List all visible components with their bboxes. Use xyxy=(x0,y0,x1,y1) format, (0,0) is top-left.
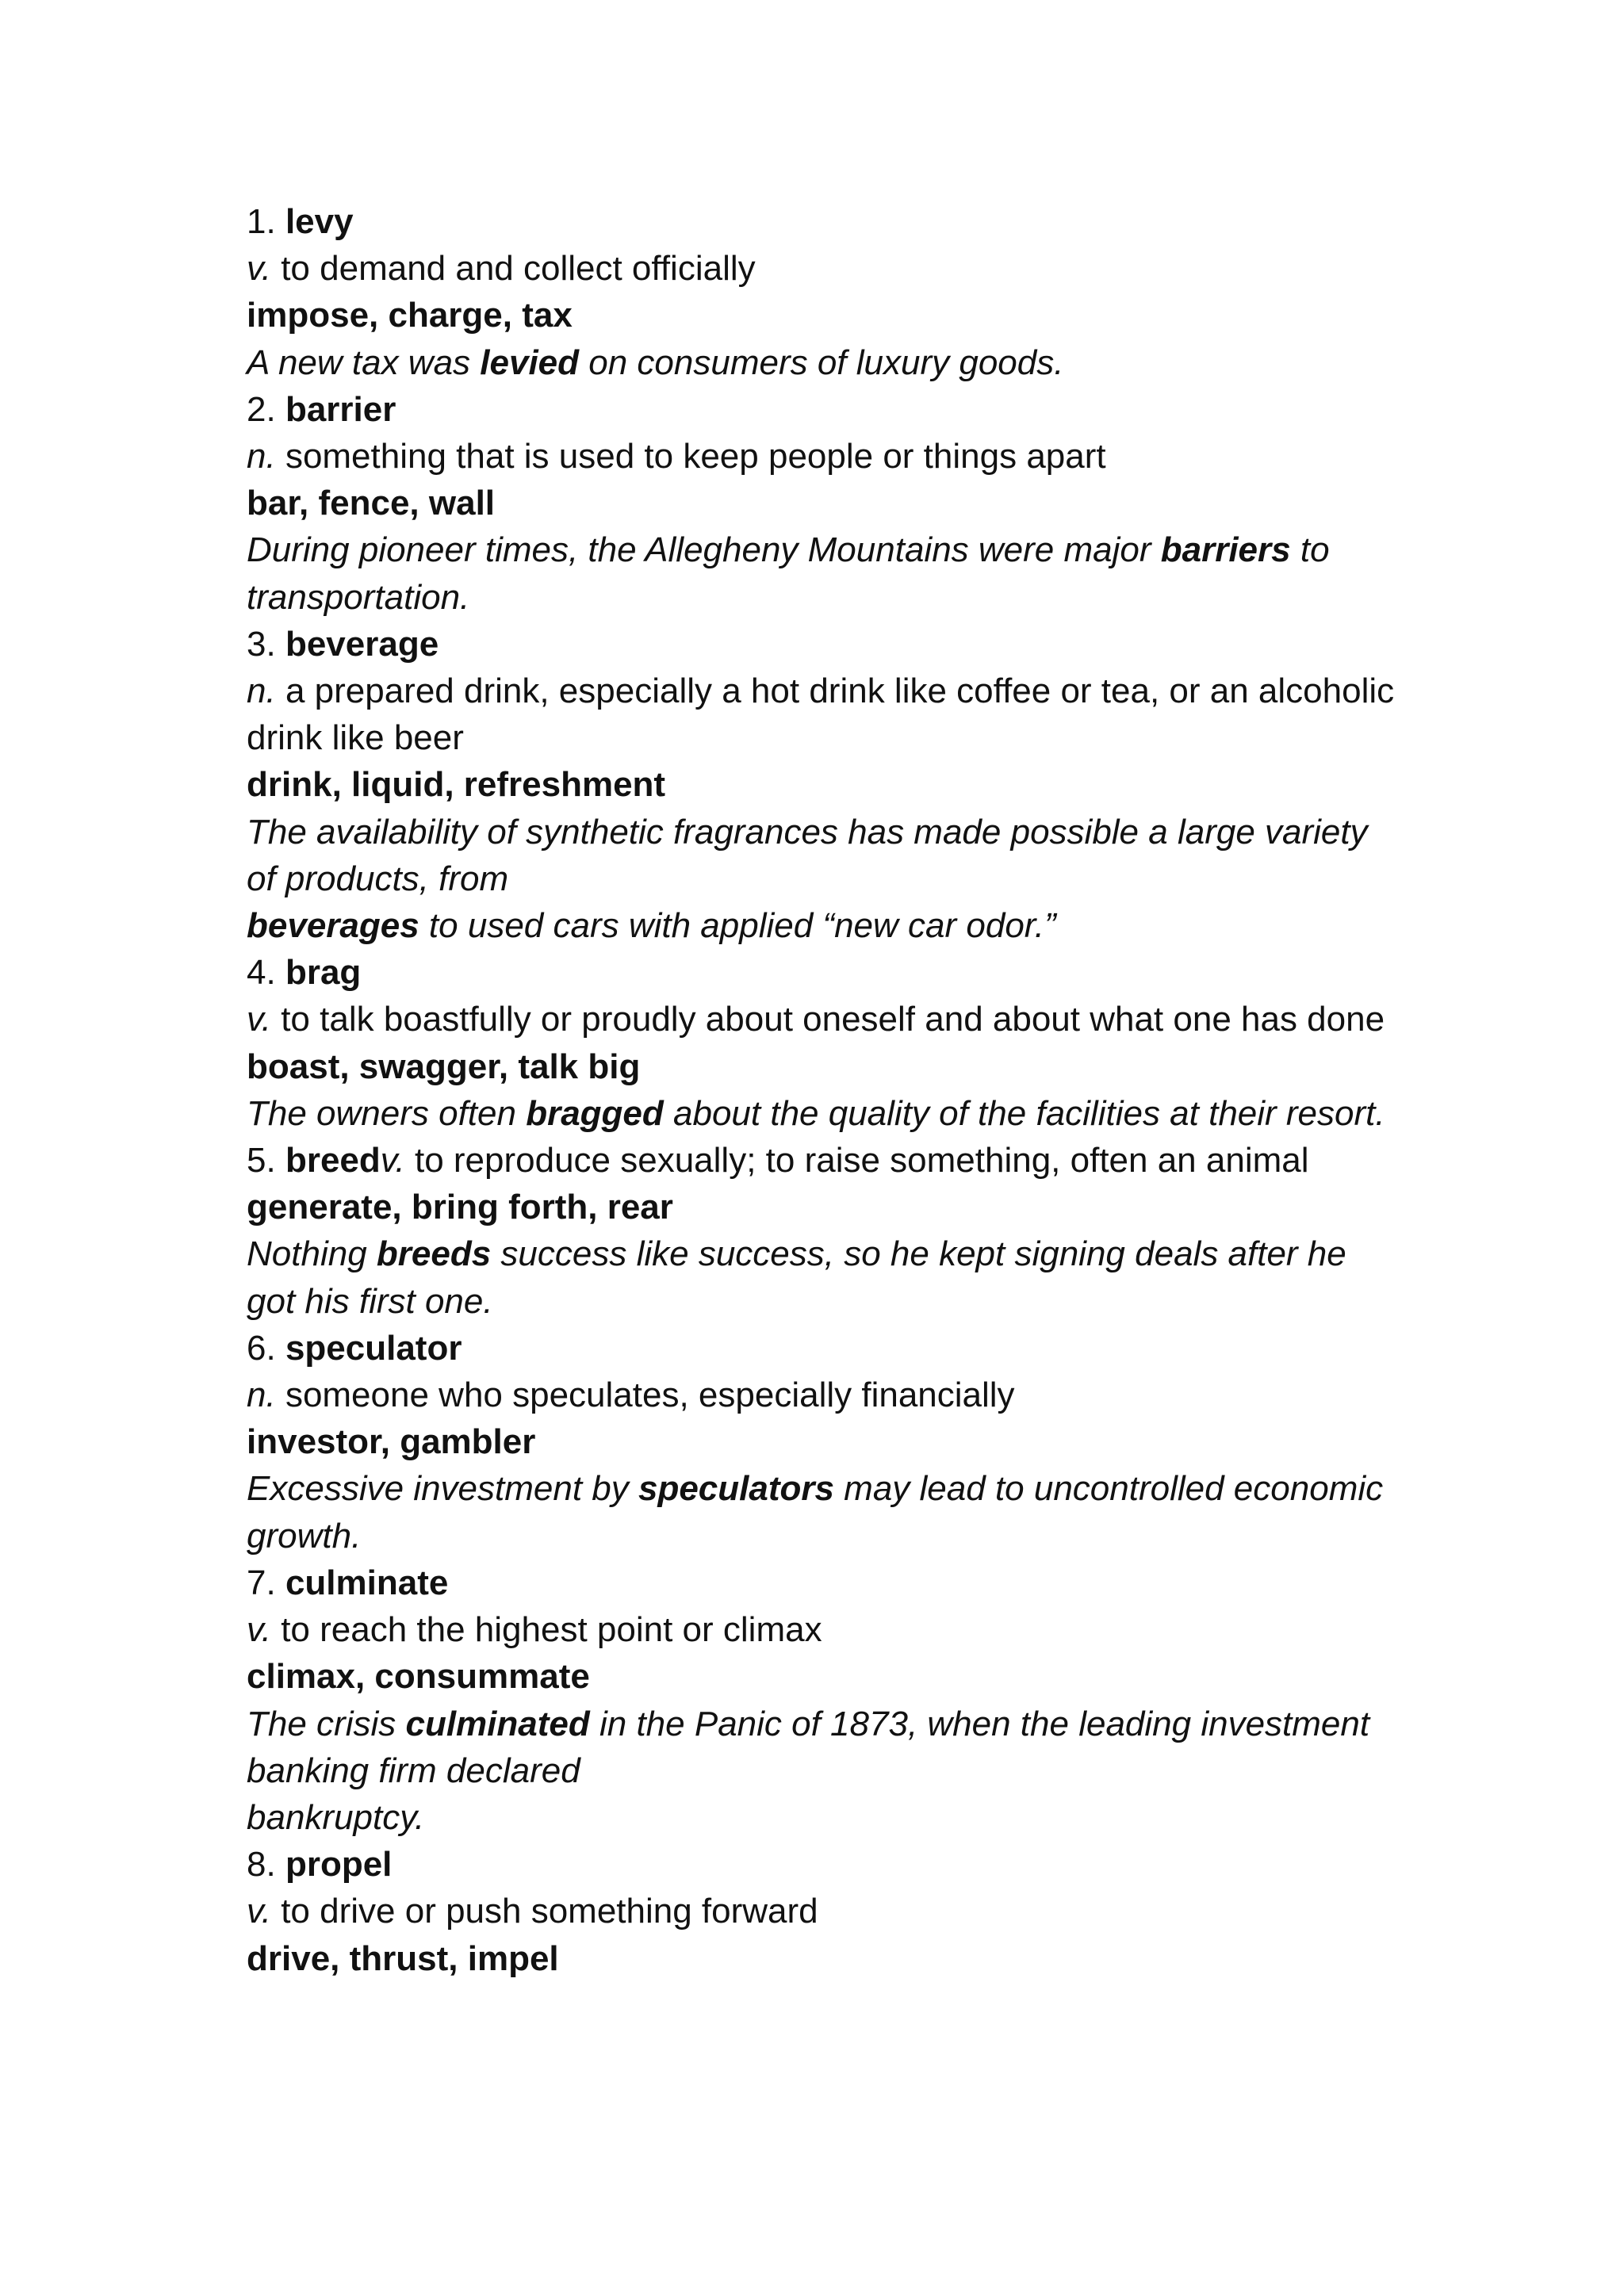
vocab-entry-breed xyxy=(247,1137,1404,1325)
entry-example: A new tax was levied on consumers of luxury goods. xyxy=(247,342,1064,382)
definition-text: to demand and collect officially xyxy=(281,249,756,289)
entry-example: The crisis culminated in the Panic of 1873, when the leading investment banking firm declared xyxy=(247,1704,1370,1790)
entry-example: During pioneer times, the Allegheny Mountains were major barriers to transportation. xyxy=(247,530,1330,617)
entry-number: 6. xyxy=(247,1328,276,1368)
part-of-speech: v. xyxy=(247,249,271,289)
vocab-entry-barrier xyxy=(247,386,1404,621)
vocab-entry-levy xyxy=(247,198,1404,386)
definition-text: to drive or push something forward xyxy=(281,1892,818,1931)
entry-synonyms: boast, swagger, talk big xyxy=(247,1047,641,1086)
entry-number: 2. xyxy=(247,389,276,429)
example-highlight: barriers xyxy=(1160,530,1291,570)
vocab-entry-beverage xyxy=(247,621,1404,949)
example-highlight: beverages xyxy=(247,906,419,946)
definition-text: to talk boastfully or proudly about oneself and about what one has done xyxy=(281,1000,1385,1039)
definition-text: to reproduce sexually; to raise something, often an animal xyxy=(414,1141,1309,1181)
entry-number: 5. xyxy=(247,1141,276,1181)
entry-example: Nothing breeds success like success, so he kept signing deals after he got his first one. xyxy=(247,1234,1346,1321)
entry-word: beverage xyxy=(285,624,439,664)
part-of-speech: v. xyxy=(380,1141,405,1181)
part-of-speech: n. xyxy=(247,672,276,711)
entry-number: 1. xyxy=(247,202,276,241)
entry-synonyms: drive, thrust, impel xyxy=(247,1938,559,1978)
entry-definition xyxy=(247,1888,1404,1934)
entry-word: barrier xyxy=(285,389,396,429)
vocab-entry-brag xyxy=(247,949,1404,1137)
entry-heading xyxy=(247,198,1404,245)
entry-definition xyxy=(247,1372,1404,1418)
entry-synonyms: generate, bring forth, rear xyxy=(247,1188,673,1227)
entry-example: The owners often bragged about the quality of the facilities at their resort. xyxy=(247,1093,1385,1133)
definition-text: someone who speculates, especially financially xyxy=(285,1376,1015,1415)
entry-word: speculator xyxy=(285,1328,462,1368)
example-highlight: bragged xyxy=(526,1093,664,1133)
entry-heading xyxy=(247,1559,1404,1606)
example-highlight: culminated xyxy=(405,1704,590,1743)
entry-example-line-1: The availability of synthetic fragrances has made possible a large variety of products, from xyxy=(247,812,1368,898)
entry-heading-definition xyxy=(247,1137,1404,1184)
example-highlight: levied xyxy=(480,342,580,382)
entry-synonyms: impose, charge, tax xyxy=(247,296,573,335)
entry-example-line-3: bankruptcy. xyxy=(247,1797,425,1837)
entry-heading xyxy=(247,1325,1404,1372)
entry-synonyms: drink, liquid, refreshment xyxy=(247,765,666,805)
part-of-speech: n. xyxy=(247,437,276,476)
example-highlight: speculators xyxy=(638,1469,834,1509)
entry-heading xyxy=(247,949,1404,996)
entry-synonyms: investor, gambler xyxy=(247,1422,536,1462)
entry-definition xyxy=(247,433,1404,480)
entry-word: propel xyxy=(285,1845,393,1885)
entry-definition xyxy=(247,1606,1404,1653)
entry-number: 8. xyxy=(247,1845,276,1885)
entry-number: 3. xyxy=(247,624,276,664)
vocab-entry-culminate xyxy=(247,1559,1404,1841)
entry-number: 7. xyxy=(247,1563,276,1602)
vocab-entry-speculator xyxy=(247,1325,1404,1559)
vocabulary-page xyxy=(247,198,1404,1982)
entry-number: 4. xyxy=(247,953,276,993)
part-of-speech: v. xyxy=(247,1000,271,1039)
entry-word: breed xyxy=(285,1141,381,1181)
entry-word: levy xyxy=(285,202,354,241)
example-highlight: breeds xyxy=(376,1234,492,1274)
entry-word: culminate xyxy=(285,1563,449,1602)
entry-example-line-2: beverages to used cars with applied “new car odor.” xyxy=(247,906,1056,946)
part-of-speech: v. xyxy=(247,1892,271,1931)
definition-text: a prepared drink, especially a hot drink like coffee or tea, or an alcoholic drink like beer xyxy=(247,672,1395,758)
vocab-entry-propel xyxy=(247,1841,1404,1982)
entry-synonyms: bar, fence, wall xyxy=(247,484,496,523)
entry-heading xyxy=(247,621,1404,668)
part-of-speech: v. xyxy=(247,1610,271,1650)
part-of-speech: n. xyxy=(247,1376,276,1415)
entry-definition xyxy=(247,245,1404,292)
definition-text: to reach the highest point or climax xyxy=(281,1610,822,1650)
entry-word: brag xyxy=(285,953,362,993)
entry-heading xyxy=(247,1841,1404,1888)
entry-definition xyxy=(247,668,1404,761)
definition-text: something that is used to keep people or things apart xyxy=(285,437,1106,476)
entry-heading xyxy=(247,386,1404,433)
entry-example: Excessive investment by speculators may lead to uncontrolled economic growth. xyxy=(247,1469,1384,1556)
entry-definition xyxy=(247,996,1404,1043)
entry-synonyms: climax, consummate xyxy=(247,1657,590,1697)
